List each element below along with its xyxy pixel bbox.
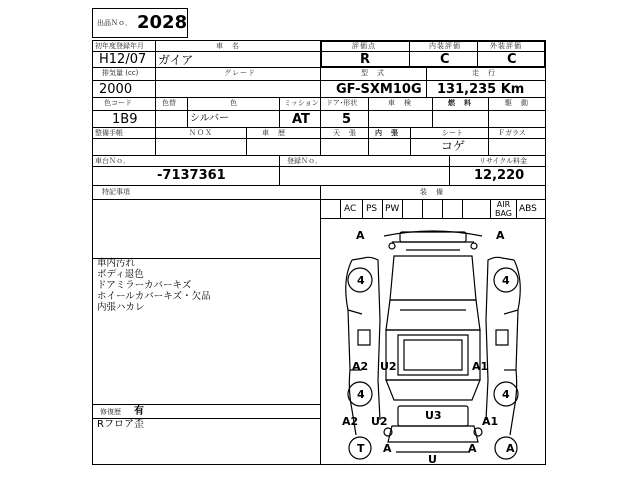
mark-a-right: A <box>468 442 477 455</box>
header-color: 色 <box>230 99 238 107</box>
mark-a2-lower: A2 <box>342 415 359 428</box>
note-line: ホイールカバーキズ・欠品 <box>97 291 211 302</box>
doors-value: 5 <box>342 112 352 127</box>
header-grade: グレード <box>224 69 256 77</box>
mark-wheel-rl: 4 <box>357 388 365 401</box>
header-recycle-fee: リサイクル料金 <box>479 157 528 165</box>
header-exterior-score: 外装評価 <box>490 42 522 50</box>
header-mileage: 走 行 <box>472 69 496 77</box>
header-color-scheme: 色替 <box>162 99 176 107</box>
header-manual: 整備手帳 <box>95 129 123 137</box>
header-displacement: 排気量 (cc) <box>102 69 139 77</box>
equip-ps: PS <box>366 204 378 214</box>
note-line: ボディ退色 <box>97 269 144 280</box>
equip-ac: AC <box>344 204 357 214</box>
header-notes: 特記事項 <box>102 188 130 196</box>
header-score: 評価点 <box>352 42 376 50</box>
header-seat: シート <box>442 129 463 137</box>
note-line: 内張ハカレ <box>97 302 145 313</box>
mark-wheel-fl: 4 <box>357 274 365 287</box>
interior-score-value: C <box>440 52 450 67</box>
mark-u2-lower: U2 <box>371 415 388 428</box>
mileage-value: 131,235 Km <box>437 82 525 97</box>
header-equipment: 装 備 <box>420 188 444 196</box>
mark-a1-upper: A1 <box>472 360 489 373</box>
reg-year-value: H12/07 <box>99 52 147 67</box>
header-registration-no: 登録Ｎｏ． <box>287 157 322 165</box>
mark-a1-lower: A1 <box>482 415 499 428</box>
mark-u3: U3 <box>425 409 442 422</box>
header-interior-score: 内装評価 <box>429 42 461 50</box>
exterior-score-value: C <box>507 52 517 67</box>
equip-airbag: AIR BAG <box>494 200 513 218</box>
header-inspection: 車 検 <box>388 99 412 107</box>
header-fuel: 燃 料 <box>448 99 472 107</box>
header-f-glass: Ｆガラス <box>498 129 526 137</box>
lot-number-label: 出品Ｎｏ． <box>97 19 132 27</box>
header-color-code: 色コード <box>104 99 132 107</box>
chassis-no-value: -7137361 <box>157 168 226 183</box>
mark-top-right: A <box>496 229 505 242</box>
mark-a2-upper: A2 <box>352 360 369 373</box>
header-model-type: 型 式 <box>361 69 385 77</box>
transmission-value: AT <box>292 112 310 127</box>
recycle-fee-value: 12,220 <box>474 168 525 183</box>
notes-list <box>97 258 211 313</box>
header-drive: 駆 動 <box>505 99 529 107</box>
mark-top-left: A <box>356 229 365 242</box>
equip-abs: ABS <box>519 204 537 214</box>
mark-wheel-rr: 4 <box>502 388 510 401</box>
header-chassis-no: 車台Ｎｏ． <box>95 157 130 165</box>
mark-t: T <box>357 442 365 455</box>
header-car-name: 車 名 <box>216 42 240 50</box>
lot-number-box <box>92 8 188 38</box>
car-name-value: ガイア <box>158 53 194 67</box>
model-type-value: GF-SXM10G <box>336 82 422 97</box>
header-interior: 内 張 <box>375 129 399 137</box>
note-line: ドアミラーカバーキズ <box>97 280 192 291</box>
header-doors: ドア･形状 <box>326 99 358 107</box>
mark-a-left: A <box>383 442 392 455</box>
repair-history-value: 有 <box>134 406 144 417</box>
repair-note: Rフロア歪 <box>97 419 144 430</box>
mark-wheel-fr: 4 <box>502 274 510 287</box>
mark-a-far: A <box>506 442 515 455</box>
color-value: シルバー <box>190 113 230 124</box>
header-history: 車 歴 <box>262 129 286 137</box>
header-transmission: ミッション <box>284 99 319 107</box>
mark-u2-upper: U2 <box>380 360 397 373</box>
lot-number-value: 2028 <box>137 12 188 33</box>
score-value: R <box>360 52 371 67</box>
header-reg-year: 初年度登録年月 <box>95 42 144 50</box>
interior-value: コゲ <box>441 139 466 153</box>
mark-u-bottom: U <box>428 453 437 466</box>
header-sunroof: 天 張 <box>333 129 357 137</box>
header-nox: ＮＯＸ <box>189 129 213 137</box>
equip-pw: PW <box>385 204 400 214</box>
note-line: 車内汚れ <box>97 258 136 269</box>
header-repair-history: 修復歴 <box>100 408 121 416</box>
color-code-value: 1B9 <box>112 112 138 127</box>
displacement-value: 2000 <box>99 82 133 97</box>
